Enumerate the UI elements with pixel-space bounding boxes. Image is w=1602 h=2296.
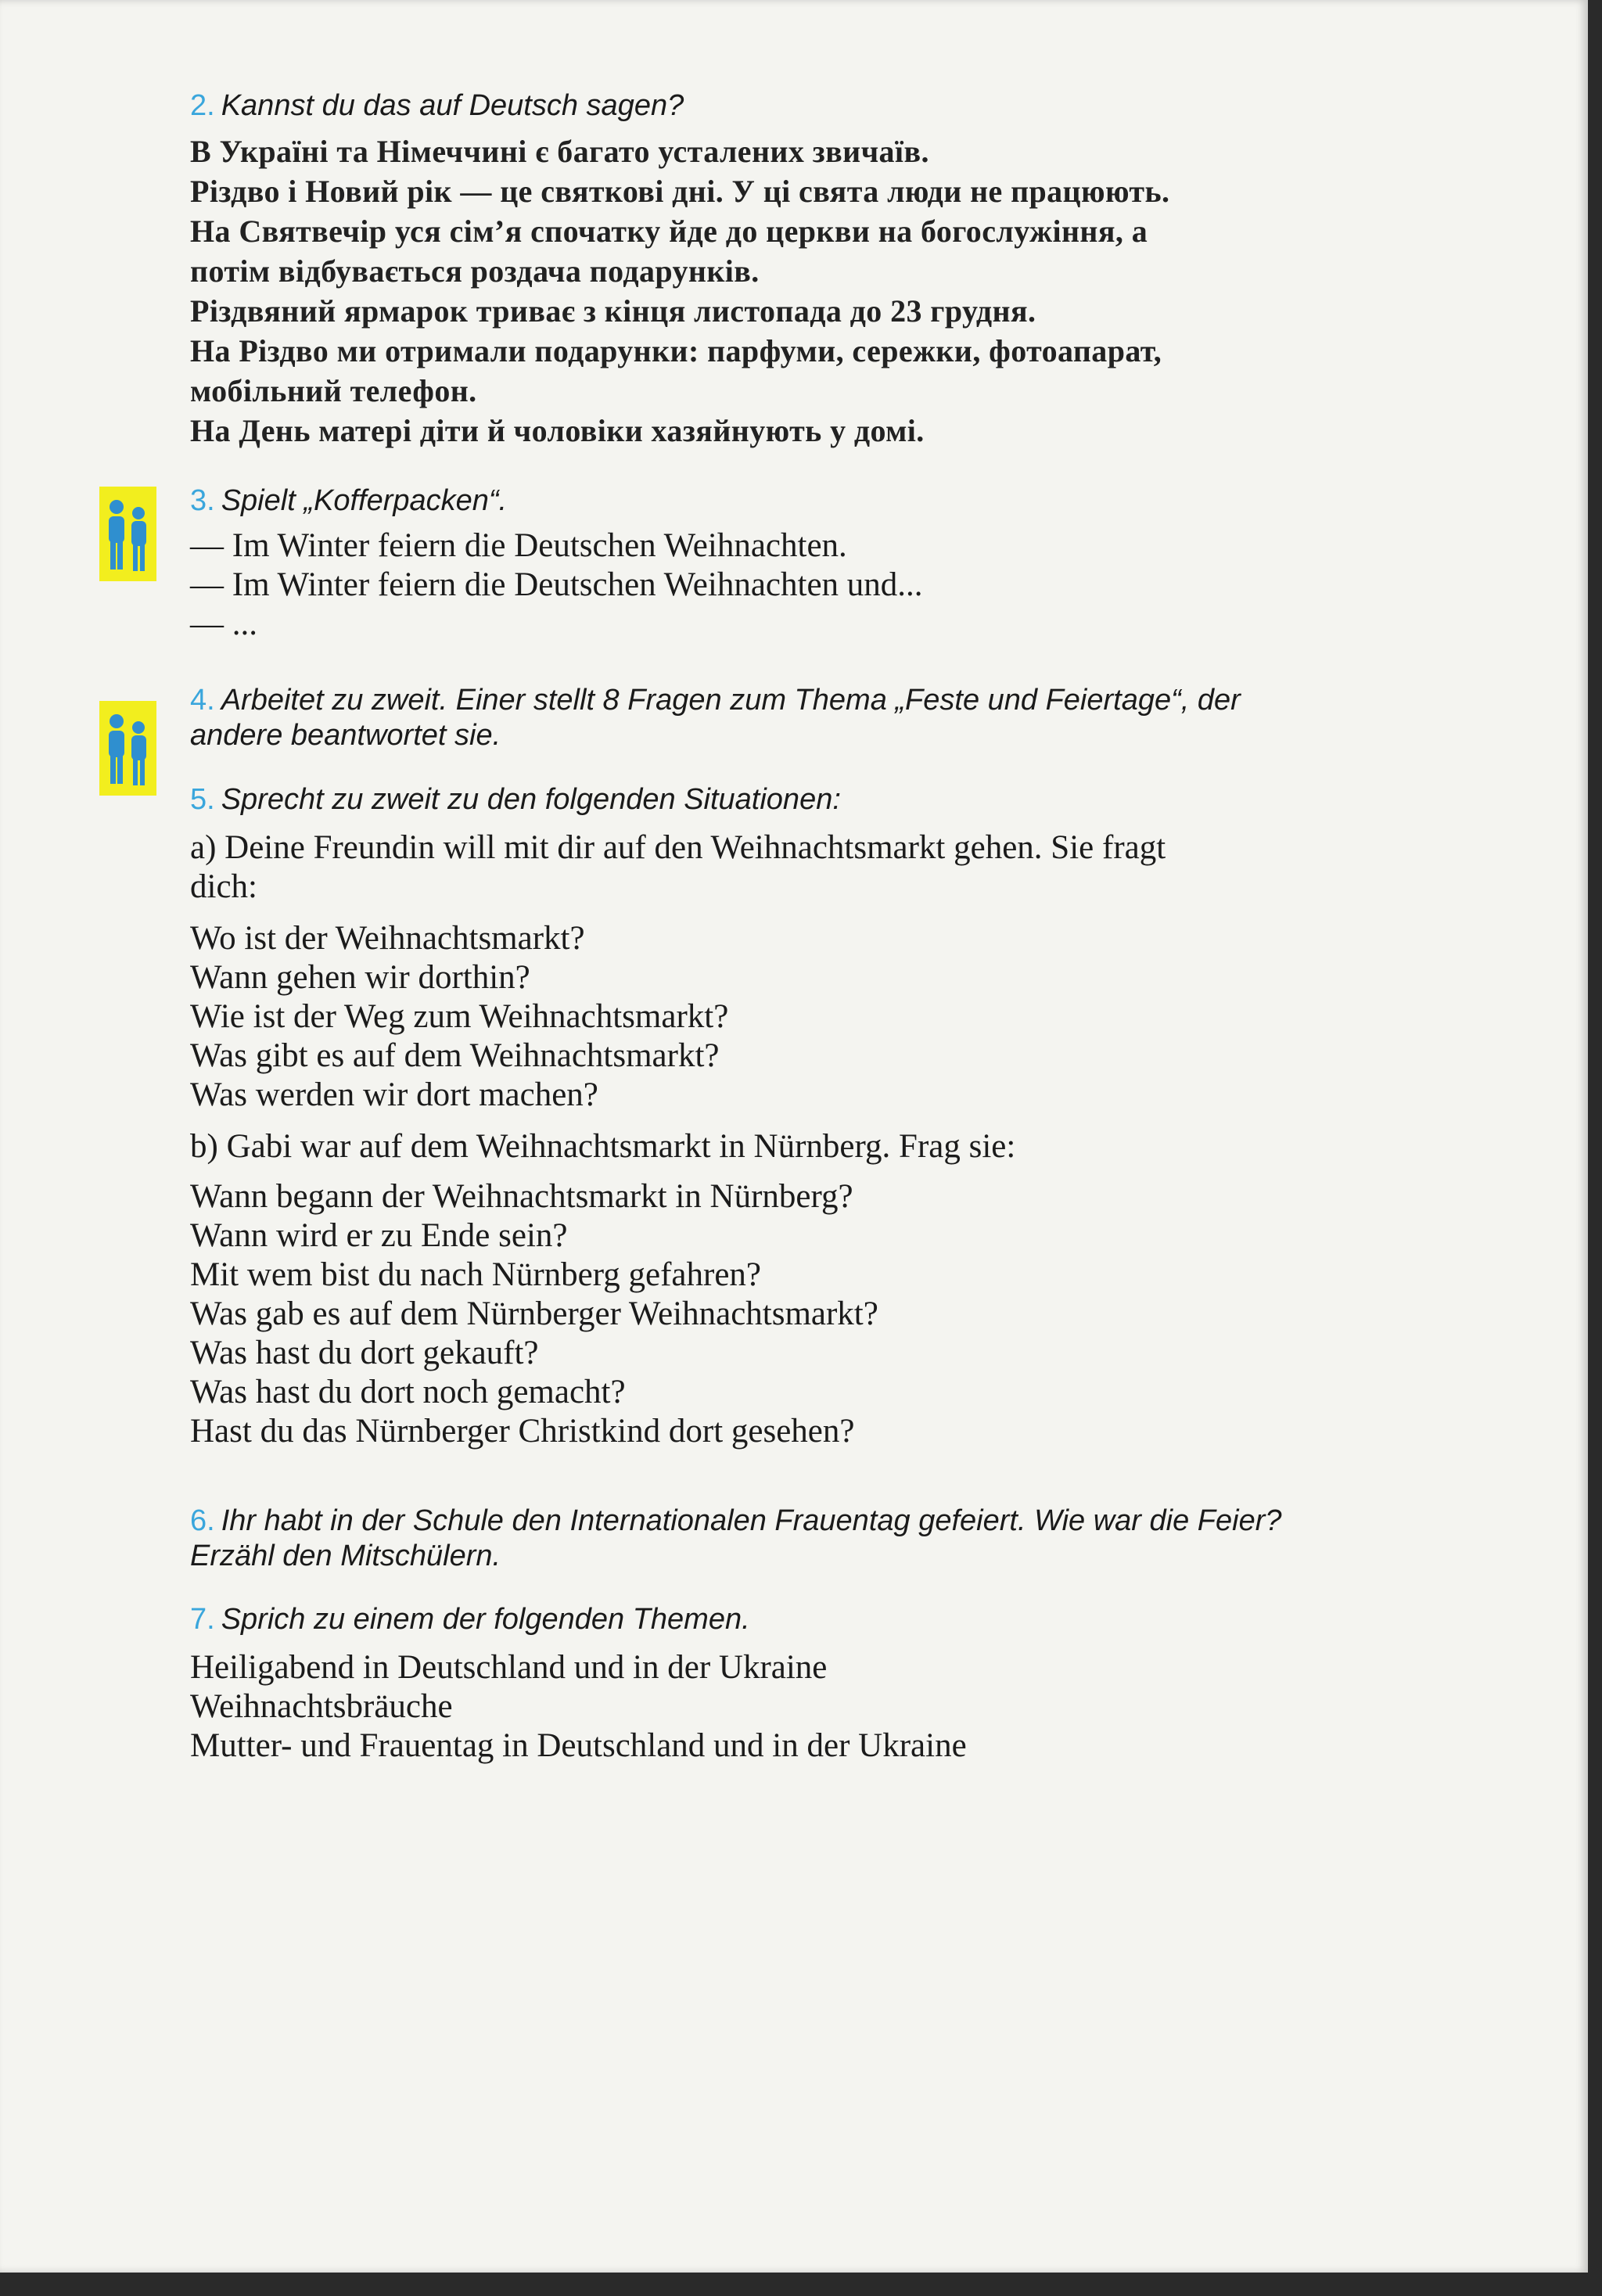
exercise-4-line: andere beantwortet sie. xyxy=(190,719,501,752)
exercise-2-heading xyxy=(190,88,1431,124)
topic-line: Weihnachtsbräuche xyxy=(190,1688,453,1725)
exercise-5 xyxy=(190,782,1431,1451)
exercise-4-line xyxy=(190,683,1431,718)
question-line: Wann wird er zu Ende sein? xyxy=(190,1217,568,1254)
question-line: Wie ist der Weg zum Weihnachtsmarkt? xyxy=(190,998,729,1035)
question-line: Was gab es auf dem Nürnberger Weihnachtsmarkt? xyxy=(190,1295,878,1332)
exercise-3-dialogue xyxy=(190,526,1431,644)
dialogue-line: — Im Winter feiern die Deutschen Weihnachten und... xyxy=(190,566,923,603)
exercise-6-line xyxy=(190,1504,1431,1539)
question-line: Wann begann der Weihnachtsmarkt in Nürnberg? xyxy=(190,1178,853,1215)
exercise-2 xyxy=(190,88,1431,451)
exercise-3-heading xyxy=(190,483,1431,519)
question-line: Was hast du dort gekauft? xyxy=(190,1335,539,1371)
situation-a-intro xyxy=(190,828,1431,907)
text-line: dich: xyxy=(190,868,257,905)
exercise-4 xyxy=(190,683,1431,753)
exercise-7-heading xyxy=(190,1602,1431,1637)
text-line: Різдво і Новий рік — це святкові дні. У ці свята люди не працюють. xyxy=(190,174,1170,209)
exercise-7 xyxy=(190,1602,1431,1766)
exercise-6-heading xyxy=(190,1504,1431,1574)
text-line: В Україні та Німеччині є багато усталених звичаїв. xyxy=(190,134,929,169)
text-line: На Різдво ми отримали подарунки: парфуми, сережки, фотоапарат, xyxy=(190,333,1162,368)
question-line: Wann gehen wir dorthin? xyxy=(190,959,530,996)
exercise-number: 3. xyxy=(190,484,215,517)
text-line: На День матері діти й чоловіки хазяйнують у домі. xyxy=(190,413,925,448)
question-line: Mit wem bist du nach Nürnberg gefahren? xyxy=(190,1256,761,1293)
exercise-7-topics xyxy=(190,1648,1431,1766)
text-line: На Святвечір уся сім’я спочатку йде до церкви на богослужіння, а xyxy=(190,214,1148,249)
situation-a-questions xyxy=(190,919,1431,1115)
question-line: Wo ist der Weihnachtsmarkt? xyxy=(190,920,585,957)
situation-b-questions xyxy=(190,1177,1431,1451)
exercise-5-heading xyxy=(190,782,1431,817)
dialogue-line: — Im Winter feiern die Deutschen Weihnachten. xyxy=(190,527,847,564)
question-line: Hast du das Nürnberger Christkind dort gesehen? xyxy=(190,1413,855,1450)
topic-line: Mutter- und Frauentag in Deutschland und in der Ukraine xyxy=(190,1727,967,1764)
text-line: мобільний телефон. xyxy=(190,373,477,408)
question-line: Was gibt es auf dem Weihnachtsmarkt? xyxy=(190,1037,720,1074)
pair-work-icon xyxy=(99,487,156,581)
exercise-3-title: Spielt „Kofferpacken“. xyxy=(221,484,508,517)
exercise-6-line: Erzähl den Mitschülern. xyxy=(190,1540,501,1572)
exercise-6 xyxy=(190,1504,1431,1574)
question-line: Was werden wir dort machen? xyxy=(190,1076,598,1113)
text-line: потім відбувається роздача подарунків. xyxy=(190,253,760,289)
dialogue-line: — ... xyxy=(190,605,257,642)
topic-line: Heiligabend in Deutschland und in der Ukraine xyxy=(190,1649,828,1686)
exercise-4-heading xyxy=(190,683,1431,753)
exercise-number: 6. xyxy=(190,1504,215,1537)
question-line: Was hast du dort noch gemacht? xyxy=(190,1374,626,1410)
exercise-3 xyxy=(190,483,1431,644)
exercise-2-title: Kannst du das auf Deutsch sagen? xyxy=(221,89,684,122)
text-line: Різдвяний ярмарок триває з кінця листопада до 23 грудня. xyxy=(190,293,1036,329)
exercise-2-text xyxy=(190,131,1431,451)
exercise-6-text: Ihr habt in der Schule den Internationalen Frauentag gefeiert. Wie war die Feier? xyxy=(221,1504,1282,1537)
exercise-7-title: Sprich zu einem der folgenden Themen. xyxy=(221,1603,750,1636)
pair-work-icon xyxy=(99,701,156,796)
exercise-4-text: Arbeitet zu zweit. Einer stellt 8 Fragen zum Thema „Feste und Feiertage“, der xyxy=(221,684,1241,717)
exercise-number: 7. xyxy=(190,1603,215,1636)
exercise-number: 2. xyxy=(190,89,215,122)
exercise-number: 5. xyxy=(190,783,215,816)
exercise-number: 4. xyxy=(190,684,215,717)
situation-b-intro: b) Gabi war auf dem Weihnachtsmarkt in Nürnberg. Frag sie: xyxy=(190,1128,1016,1165)
text-line: a) Deine Freundin will mit dir auf den Weihnachtsmarkt gehen. Sie fragt xyxy=(190,829,1166,866)
exercise-5-title: Sprecht zu zweit zu den folgenden Situationen: xyxy=(221,783,841,816)
